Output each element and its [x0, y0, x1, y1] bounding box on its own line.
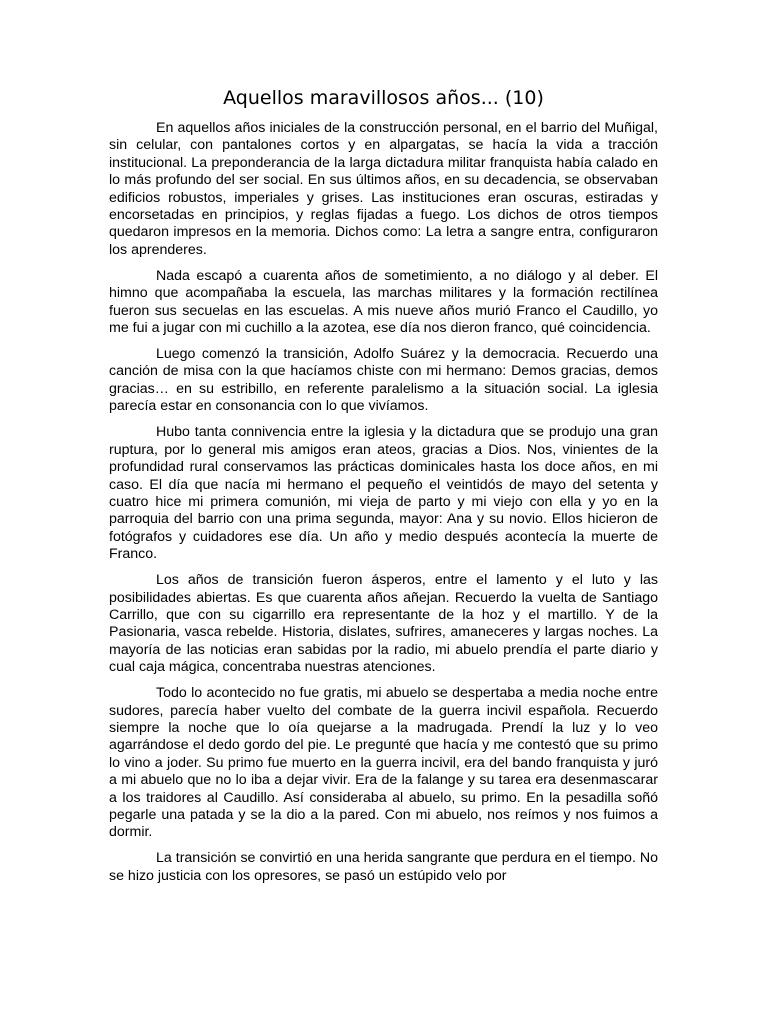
document-title: Aquellos maravillosos años... (10)	[223, 87, 544, 109]
paragraph-4: Hubo tanta connivencia entre la iglesia y la dictadura que se produjo una gran ruptura, por lo general mis amigos eran ateos, gracias a Dios. Nos, vinientes de la profundidad rural conservamos las prácticas dominicales hasta los doce años, en mi caso. El día que nacía mi hermano el pequeño el veintidós de mayo del setenta y cuatro hice mi primera comunión, mi vieja de parto y mi viejo con ella y yo en la parroquia del barrio con una prima segunda, mayor: Ana y su novio. Ellos hicieron de fotógrafos y cuidadores ese día. Un año y medio después acontecía la muerte de Franco.	[109, 424, 658, 563]
paragraph-6: Todo lo acontecido no fue gratis, mi abuelo se despertaba a media noche entre sudores, parecía haber vuelto del combate de la guerra incivil española. Recuerdo siempre la noche que lo oía quejarse a la madrugada. Prendí la luz y lo veo agarrándose el dedo gordo del pie. Le pregunté que hacía y me contestó que su primo lo vino a joder. Su primo fue muerto en la guerra incivil, era del bando franquista y juró a mi abuelo que no lo iba a dejar vivir. Era de la falange y su tarea era desenmascarar a los traidores al Caudillo. Así consideraba al abuelo, su primo. En la pesadilla soñó pegarle una patada y se la dio a la pared. Con mi abuelo, nos reímos y nos fuimos a dormir.	[109, 685, 658, 841]
paragraph-3: Luego comenzó la transición, Adolfo Suárez y la democracia. Recuerdo una canción de misa con la que hacíamos chiste con mi hermano: Demos gracias, demos gracias… en su estribillo, en referente paralelismo a la situación social. La iglesia parecía estar en consonancia con lo que vivíamos.	[109, 346, 658, 415]
paragraph-2: Nada escapó a cuarenta años de sometimiento, a no diálogo y al deber. El himno que acompañaba la escuela, las marchas militares y la formación rectilínea fueron sus secuelas en las escuelas. A mis nueve años murió Franco el Caudillo, yo me fui a jugar con mi cuchillo a la azotea, ese día nos dieron franco, qué coincidencia.	[109, 267, 658, 337]
paragraph-1: En aquellos años iniciales de la construcción personal, en el barrio del Muñigal, sin celular, con pantalones cortos y en alpargatas, se hacía la vida a tracción institucional. La preponderancia de la larga dictadura militar franquista había calado en lo más profundo del ser social. En sus últimos años, en su decadencia, se observaban edificios robustos, imperiales y grises. Las instituciones eran oscuras, estiradas y encorsetadas en principios, y reglas fijadas a fuego. Los dichos de otros tiempos quedaron impresos en la memoria. Dichos como: La letra a sangre entra, configuraron los aprenderes.	[109, 120, 658, 258]
paragraph-7: La transición se convirtió en una herida sangrante que perdura en el tiempo. No se hizo justicia con los opresores, se pasó un estúpido velo por	[109, 850, 658, 884]
document-page	[109, 86, 658, 894]
paragraph-5: Los años de transición fueron ásperos, entre el lamento y el luto y las posibilidades abiertas. Es que cuarenta años añejan. Recuerdo la vuelta de Santiago Carrillo, que con su cigarrillo era representante de la hoz y el martillo. Y de la Pasionaria, vasca rebelde. Historia, dislates, sufrires, amaneceres y largas noches. La mayoría de las noticias eran sabidas por la radio, mi abuelo prendía el parte diario y cual caja mágica, concentraba nuestras atenciones.	[109, 572, 658, 676]
